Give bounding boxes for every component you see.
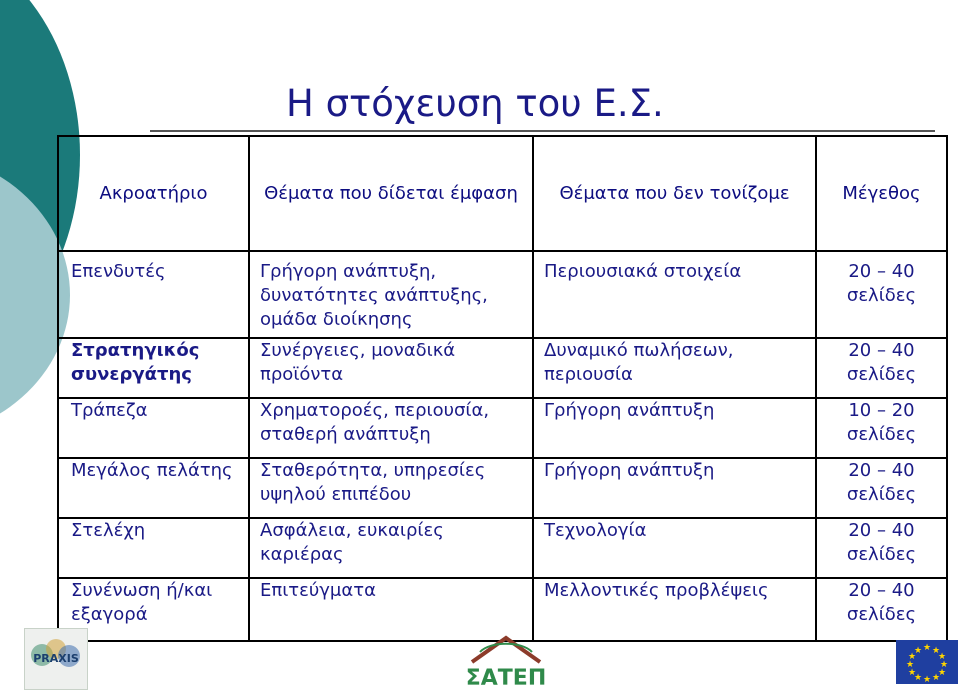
star-icon: ★ xyxy=(938,668,947,678)
cell-not-emphasized: Δυναμικό πωλήσεων, περιουσία xyxy=(533,338,816,398)
cell-audience: Τράπεζα xyxy=(58,398,249,458)
praxis-logo-text: PRAXIS xyxy=(33,652,79,665)
cell-audience: Στελέχη xyxy=(58,518,249,578)
praxis-logo-graphic xyxy=(25,629,87,689)
cell-emphasis: Επιτεύγματα xyxy=(249,578,533,641)
table-row xyxy=(58,338,947,398)
cell-audience xyxy=(58,338,249,398)
cell-not-emphasized: Γρήγορη ανάπτυξη xyxy=(533,398,816,458)
star-icon: ★ xyxy=(923,675,932,685)
title-underline xyxy=(150,130,935,132)
table-header-row xyxy=(58,136,947,251)
cell-not-emphasized: Μελλοντικές προβλέψεις xyxy=(533,578,816,641)
cell-emphasis: Συνέργειες, μοναδικά προϊόντα xyxy=(249,338,533,398)
cell-emphasis: Χρηματοροές, περιουσία, σταθερή ανάπτυξη xyxy=(249,398,533,458)
star-icon: ★ xyxy=(938,652,947,662)
cell-audience: Επενδυτές xyxy=(58,251,249,338)
star-icon: ★ xyxy=(932,646,941,656)
cell-size: 20 – 40 σελίδες xyxy=(816,338,947,398)
star-icon: ★ xyxy=(932,673,941,683)
star-icon: ★ xyxy=(923,643,932,653)
cell-audience: Συνένωση ή/και εξαγορά xyxy=(58,578,249,641)
cell-audience: Μεγάλος πελάτης xyxy=(58,458,249,518)
header-emphasis: Θέματα που δίδεται έμφαση xyxy=(249,136,533,251)
satep-logo xyxy=(466,632,546,693)
eu-flag-icon xyxy=(896,640,958,684)
cell-size: 20 – 40 σελίδες xyxy=(816,578,947,641)
cell-audience-text: Στρατηγικός συνεργάτης xyxy=(71,340,200,385)
star-icon: ★ xyxy=(908,652,917,662)
satep-logo-text: ΣΑΤΕΠ xyxy=(466,666,546,691)
cell-size: 20 – 40 σελίδες xyxy=(816,251,947,338)
cell-emphasis: Ασφάλεια, ευκαιρίες καριέρας xyxy=(249,518,533,578)
cell-emphasis: Σταθερότητα, υπηρεσίες υψηλού επιπέδου xyxy=(249,458,533,518)
table-row xyxy=(58,398,947,458)
star-icon: ★ xyxy=(940,660,949,670)
header-size: Μέγεθος xyxy=(816,136,947,251)
table-row xyxy=(58,518,947,578)
table-row xyxy=(58,251,947,338)
cell-emphasis: Γρήγορη ανάπτυξη, δυνατότητες ανάπτυξης, ομάδα διοίκησης xyxy=(249,251,533,338)
targeting-table xyxy=(57,135,948,642)
cell-size: 20 – 40 σελίδες xyxy=(816,518,947,578)
star-icon: ★ xyxy=(906,660,915,670)
star-icon: ★ xyxy=(908,668,917,678)
cell-size: 10 – 20 σελίδες xyxy=(816,398,947,458)
header-not-emphasized: Θέματα που δεν τονίζομε xyxy=(533,136,816,251)
praxis-logo xyxy=(24,628,88,690)
star-icon: ★ xyxy=(914,646,923,656)
table-row xyxy=(58,458,947,518)
cell-not-emphasized: Τεχνολογία xyxy=(533,518,816,578)
cell-not-emphasized: Γρήγορη ανάπτυξη xyxy=(533,458,816,518)
cell-size: 20 – 40 σελίδες xyxy=(816,458,947,518)
star-icon: ★ xyxy=(914,673,923,683)
page-title: Η στόχευση του Ε.Σ. xyxy=(286,82,664,125)
satep-logo-graphic xyxy=(466,632,546,693)
cell-not-emphasized: Περιουσιακά στοιχεία xyxy=(533,251,816,338)
header-audience: Ακροατήριο xyxy=(58,136,249,251)
